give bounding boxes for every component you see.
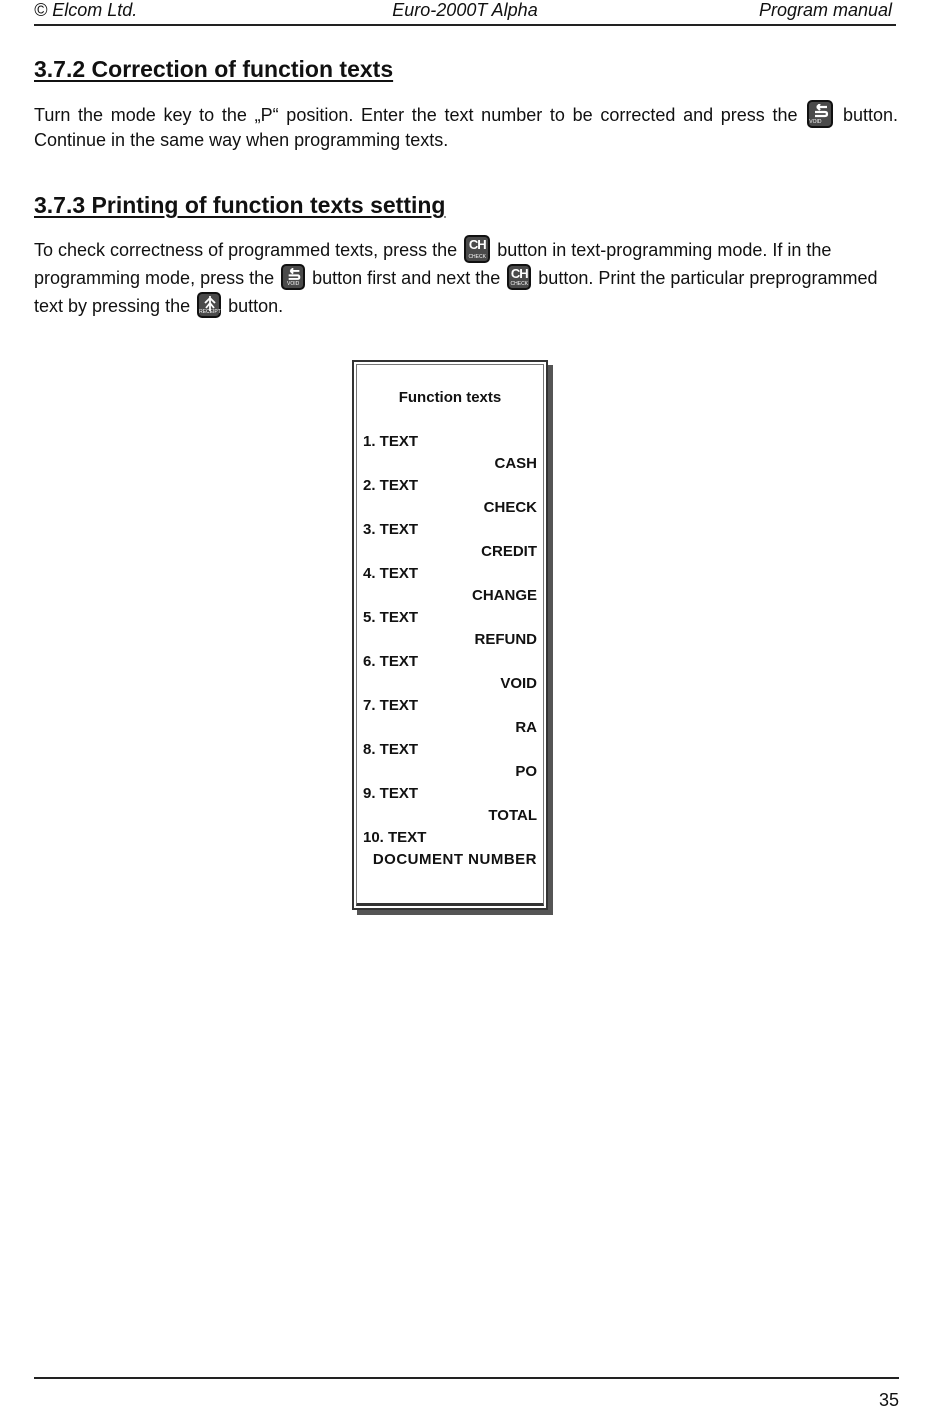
printing-text-e: button. [228,296,284,316]
receipt-key-icon [197,292,221,318]
receipt-item [363,783,537,827]
receipt-item-name: REFUND [474,631,537,648]
check-key-main: CH [468,237,486,252]
receipt-item [363,563,537,607]
receipt-item-name: RA [515,719,537,736]
void-key-label: VOID [809,119,822,125]
receipt-item-number: 8. TEXT [363,741,419,758]
correction-text-a: Turn the mode key to the „P“ position. Enter the text number to be corrected and press the [34,105,798,125]
receipt-item-number: 5. TEXT [363,609,419,626]
receipt-function-list [363,431,537,871]
receipt-key-label: RECEIPT [199,309,221,315]
receipt-item [363,431,537,475]
receipt-item-name: CASH [494,455,537,472]
receipt-title: Function texts [398,389,502,406]
receipt-item-name: CHANGE [471,587,537,604]
printing-text-c: button first and next the [312,268,501,288]
receipt-item-name: VOID [500,675,537,692]
receipt-item-number: 9. TEXT [363,785,419,802]
header-product: Euro-2000T Alpha [392,0,538,20]
receipt-item-number: 2. TEXT [363,477,419,494]
receipt-item-number: 4. TEXT [363,565,419,582]
page-header [34,0,896,26]
receipt-item-name: DOCUMENT NUMBER [372,851,537,868]
printing-text-a: To check correctness of programmed texts, press the [34,240,458,260]
printing-text-b: button in text-programming mode. If in the programming mode, press the [34,240,832,288]
check-key-label: CHECK [510,281,529,287]
check-key-icon [464,235,490,263]
void-key-icon [807,100,833,128]
receipt-item-number: 6. TEXT [363,653,419,670]
receipt-item [363,519,537,563]
header-company: © Elcom Ltd. [34,0,138,20]
section-title-printing: 3.7.3 Printing of function texts setting [34,192,446,218]
receipt-item-number: 10. TEXT [363,829,427,846]
footer-divider [34,1377,899,1379]
receipt-item-name: CREDIT [481,543,537,560]
check-key-main: CH [510,266,528,281]
receipt-item-number: 1. TEXT [363,433,419,450]
void-key-icon [281,264,305,290]
receipt-item [363,651,537,695]
receipt-item-name: TOTAL [488,807,537,824]
receipt-item-number: 3. TEXT [363,521,419,538]
receipt-item-name: PO [515,763,537,780]
check-key-label: CHECK [468,254,486,260]
receipt-item [363,607,537,651]
receipt-printout [352,360,548,910]
printing-text-d: button. Print the particular preprogrammed text by pressing the [34,268,878,316]
correction-paragraph [34,100,898,152]
header-manual: Program manual [758,0,892,20]
correction-text-b: button. Continue in the same way when programming texts. [34,105,898,150]
printing-paragraph [34,235,898,320]
receipt-item [363,827,537,871]
check-key-icon [507,264,531,290]
void-key-label: VOID [287,281,300,287]
receipt-item [363,475,537,519]
section-title-correction: 3.7.2 Correction of function texts [34,56,394,82]
page-number: 35 [878,1390,899,1410]
receipt-item-number: 7. TEXT [363,697,419,714]
receipt-item-name: CHECK [483,499,537,516]
receipt-item [363,695,537,739]
receipt-item [363,739,537,783]
